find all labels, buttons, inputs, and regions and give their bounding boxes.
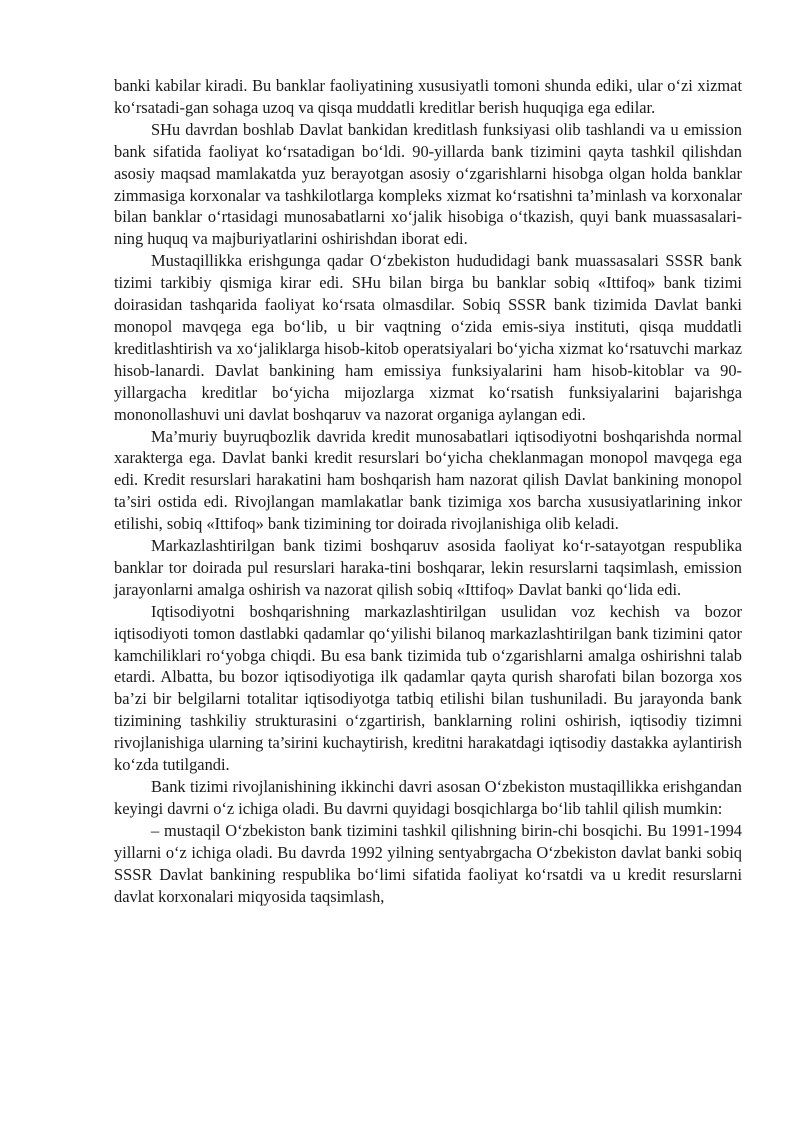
paragraph-3: Mustaqillikka erishgunga qadar O‘zbekiston hududidagi bank muassasalari SSSR bank tizimi tarkibiy qismiga kirar edi. SHu bilan birga bu banklar sobiq «Ittifoq» bank tizimi doirasidan tashqarida faoliyat ko‘rsata olmasdilar. Sobiq SSSR bank tizimida Davlat banki monopol mavqega ega bo‘lib, u bir vaqtning o‘zida emis-siya instituti, qisqa muddatli kreditlashtirish va xo‘jaliklarga hisob-kitob operatsiyalari bo‘yicha xizmat ko‘rsatuvchi markaz hisob-lanardi. Davlat bankining ham emissiya funksiyalarini ham hisob-kitoblar va 90-yillargacha kreditlar bo‘yicha mijozlarga xizmat ko‘rsatish funksiyalarini bajarishga mononollashuvi uni davlat boshqaruv va nazorat organiga aylangan edi. bbox=[114, 251, 742, 424]
paragraph-1: banki kabilar kiradi. Bu banklar faoliyatining xususiyatli tomoni shunda ediki, ular o‘zi xizmat ko‘rsatadi-gan sohaga uzoq va qisqa muddatli kreditlar berish huquqiga ega edilar. bbox=[114, 76, 742, 117]
paragraph-5: Markazlashtirilgan bank tizimi boshqaruv asosida faoliyat ko‘r-satayotgan respublika banklar tor doirada pul resurslari haraka-tini boshqarar, lekin resurslarni taqsimlash, emission jarayonlarni amalga oshirish va nazorat qilish sobiq «Ittifoq» Davlat banki qo‘lida edi. bbox=[114, 536, 742, 599]
document-page bbox=[114, 75, 742, 907]
paragraph-2: SHu davrdan boshlab Davlat bankidan kreditlash funksiyasi olib tashlandi va u emission bank sifatida faoliyat ko‘rsatadigan bo‘ldi. 90-yillarda bank tizimini qayta tashkil qilishdan asosiy maqsad mamlakatda yuz berayotgan asosiy o‘zgarishlarni hisobga olgan holda banklar zimmasiga korxonalar va tashkilotlarga kompleks xizmat ko‘rsatishni ta’minlash va korxonalar bilan banklar o‘rtasidagi munosabatlarni xo‘jalik hisobiga o‘tkazish, quyi bank muassasalari-ning huquq va majburiyatlarini oshirishdan iborat edi. bbox=[114, 119, 742, 249]
paragraph-4: Ma’muriy buyruqbozlik davrida kredit munosabatlari iqtisodiyotni boshqarishda normal xarakterga ega. Davlat banki kredit resurslari bo‘yicha cheklanmagan monopol mavqega ega edi. Kredit resurslari harakatini ham boshqarish ham nazorat qilish Davlat bankining monopol ta’siri ostida edi. Rivojlangan mamlakatlar bank tizimiga xos barcha xususiyatlarining inkor etilishi, sobiq «Ittifoq» bank tizimining tor doirada rivojlanishiga olib keladi. bbox=[114, 426, 742, 534]
paragraph-6: Iqtisodiyotni boshqarishning markazlashtirilgan usulidan voz kechish va bozor iqtisodiyoti tomon dastlabki qadamlar qo‘yilishi bilanoq markazlashtirilgan bank tizimini qator kamchiliklari ro‘yobga chiqdi. Bu esa bank tizimida tub o‘zgarishlarni amalga oshirishni talab etardi. Albatta, bu bozor iqtisodiyotiga ilk qadamlar qayta qurish sharofati bilan bozorga xos ba’zi bir belgilarni totalitar iqtisodiyotga tatbiq etilishi bilan tushuniladi. Bu jarayonda bank tizimining tashkiliy strukturasini o‘zgartirish, banklarning rolini oshirish, iqtisodiy tizimni rivojlanishiga ularning ta’sirini kuchaytirish, kreditni harakatdagi iqtisodiy dastakka aylantirish ko‘zda tutilgandi. bbox=[114, 601, 742, 775]
paragraph-8: – mustaqil O‘zbekiston bank tizimini tashkil qilishning birin-chi bosqichi. Bu 1991-1994 yillarni o‘z ichiga oladi. Bu davrda 1992 yilning sentyabrgacha O‘zbekiston davlat banki sobiq SSSR Davlat bankining respublika bo‘limi sifatida faoliyat ko‘rsatdi va u kredit resurslarni davlat korxonalari miqyosida taqsimlash, bbox=[114, 820, 742, 906]
paragraph-7: Bank tizimi rivojlanishining ikkinchi davri asosan O‘zbekiston mustaqillikka erishgandan keyingi davrni o‘z ichiga oladi. Bu davrni quyidagi bosqichlarga bo‘lib tahlil qilish mumkin: bbox=[114, 777, 742, 818]
